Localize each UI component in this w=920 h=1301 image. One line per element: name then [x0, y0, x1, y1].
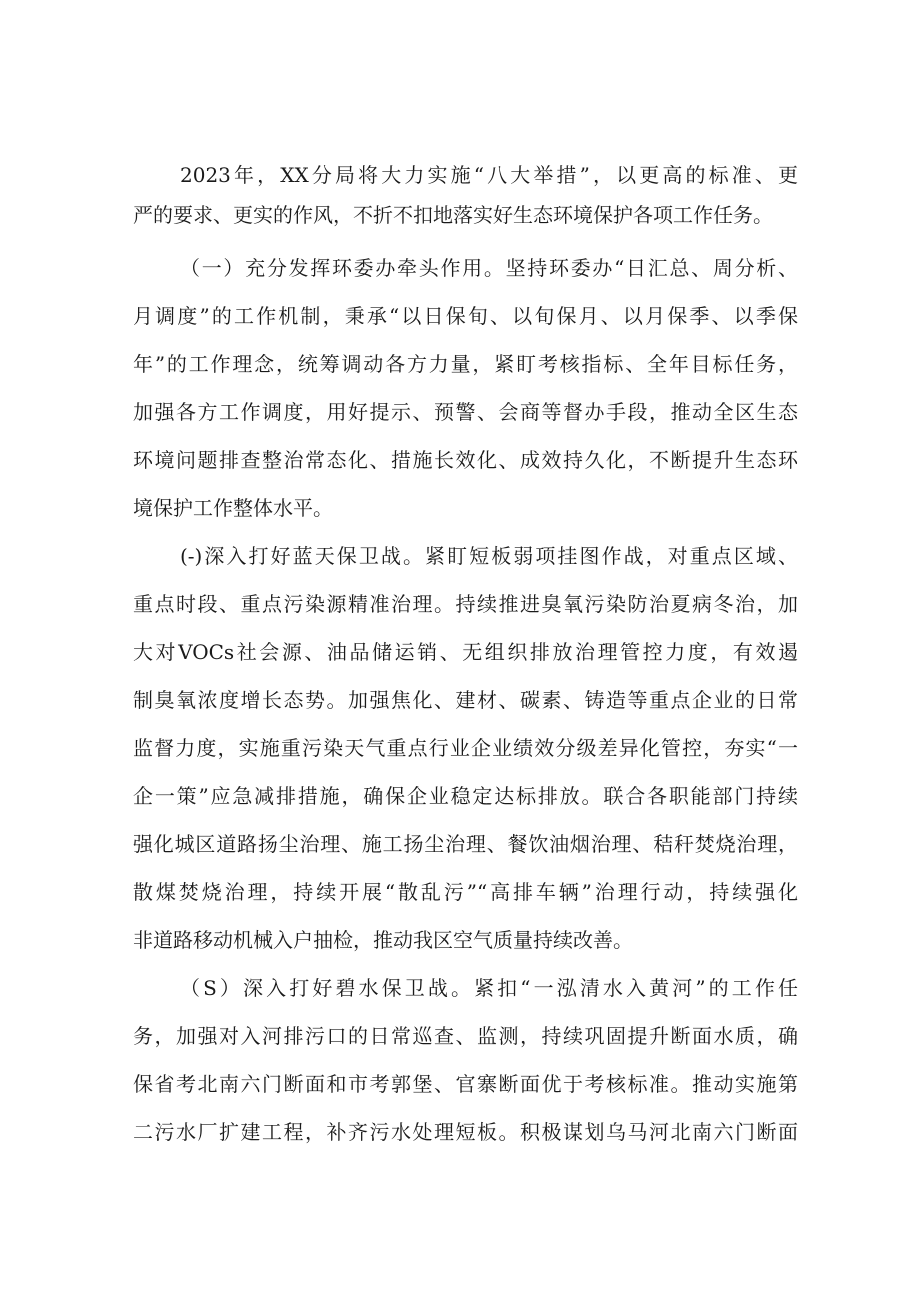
paragraph-intro-line-1: 2023年，XX分局将大力实施“八大举措”，以更高的标准、更: [180, 163, 798, 187]
paragraph-intro-line-2: 严的要求、更实的作风，不折不扣地落实好生态环境保护各项工作任务。: [133, 203, 773, 227]
paragraph-section-2-line-4: 制臭氧浓度增长态势。加强焦化、建材、碳素、铸造等重点企业的日常: [133, 688, 798, 712]
paragraph-section-2-line-3: 大对VOCs社会源、油品储运销、无组织排放治理管控力度，有效遏: [133, 640, 798, 664]
paragraph-section-2-line-5: 监督力度，实施重污染天气重点行业企业绩效分级差异化管控，夯实“一: [133, 736, 798, 760]
paragraph-section-2-line-1: (-)深入打好蓝天保卫战。紧盯短板弱项挂图作战，对重点区域、: [180, 544, 798, 568]
paragraph-section-1-line-1: （一）充分发挥环委办牵头作用。坚持环委办“日汇总、周分析、: [180, 256, 798, 280]
paragraph-section-3-line-4: 二污水厂扩建工程，补齐污水处理短板。积极谋划乌马河北南六门断面: [133, 1120, 798, 1144]
paragraph-section-1-line-6: 境保护工作整体水平。: [133, 496, 333, 520]
paragraph-section-2-line-8: 散煤焚烧治理，持续开展“散乱污”“高排车辆”治理行动，持续强化: [133, 880, 798, 904]
paragraph-section-2-line-7: 强化城区道路扬尘治理、施工扬尘治理、餐饮油烟治理、秸秆焚烧治理，: [133, 832, 798, 856]
paragraph-section-1-line-5: 环境问题排查整治常态化、措施长效化、成效持久化，不断提升生态环: [133, 448, 798, 472]
paragraph-section-3-line-3: 保省考北南六门断面和市考郭堡、官寨断面优于考核标准。推动实施第: [133, 1072, 798, 1096]
paragraph-section-1-line-4: 加强各方工作调度，用好提示、预警、会商等督办手段，推动全区生态: [133, 400, 798, 424]
paragraph-section-1-line-2: 月调度”的工作机制，秉承“以日保旬、以旬保月、以月保季、以季保: [133, 304, 798, 328]
paragraph-section-1-line-3: 年”的工作理念，统筹调动各方力量，紧盯考核指标、全年目标任务，: [133, 352, 798, 376]
paragraph-section-3-line-1: （S）深入打好碧水保卫战。紧扣“一泓清水入黄河”的工作任: [180, 976, 798, 1000]
paragraph-section-2-line-2: 重点时段、重点污染源精准治理。持续推进臭氧污染防治夏病冬治，加: [133, 592, 798, 616]
paragraph-section-2-line-9: 非道路移动机械入户抽检，推动我区空气质量持续改善。: [133, 928, 633, 952]
paragraph-section-2-line-6: 企一策”应急减排措施，确保企业稳定达标排放。联合各职能部门持续: [133, 784, 798, 808]
paragraph-section-3-line-2: 务，加强对入河排污口的日常巡查、监测，持续巩固提升断面水质，确: [133, 1024, 798, 1048]
